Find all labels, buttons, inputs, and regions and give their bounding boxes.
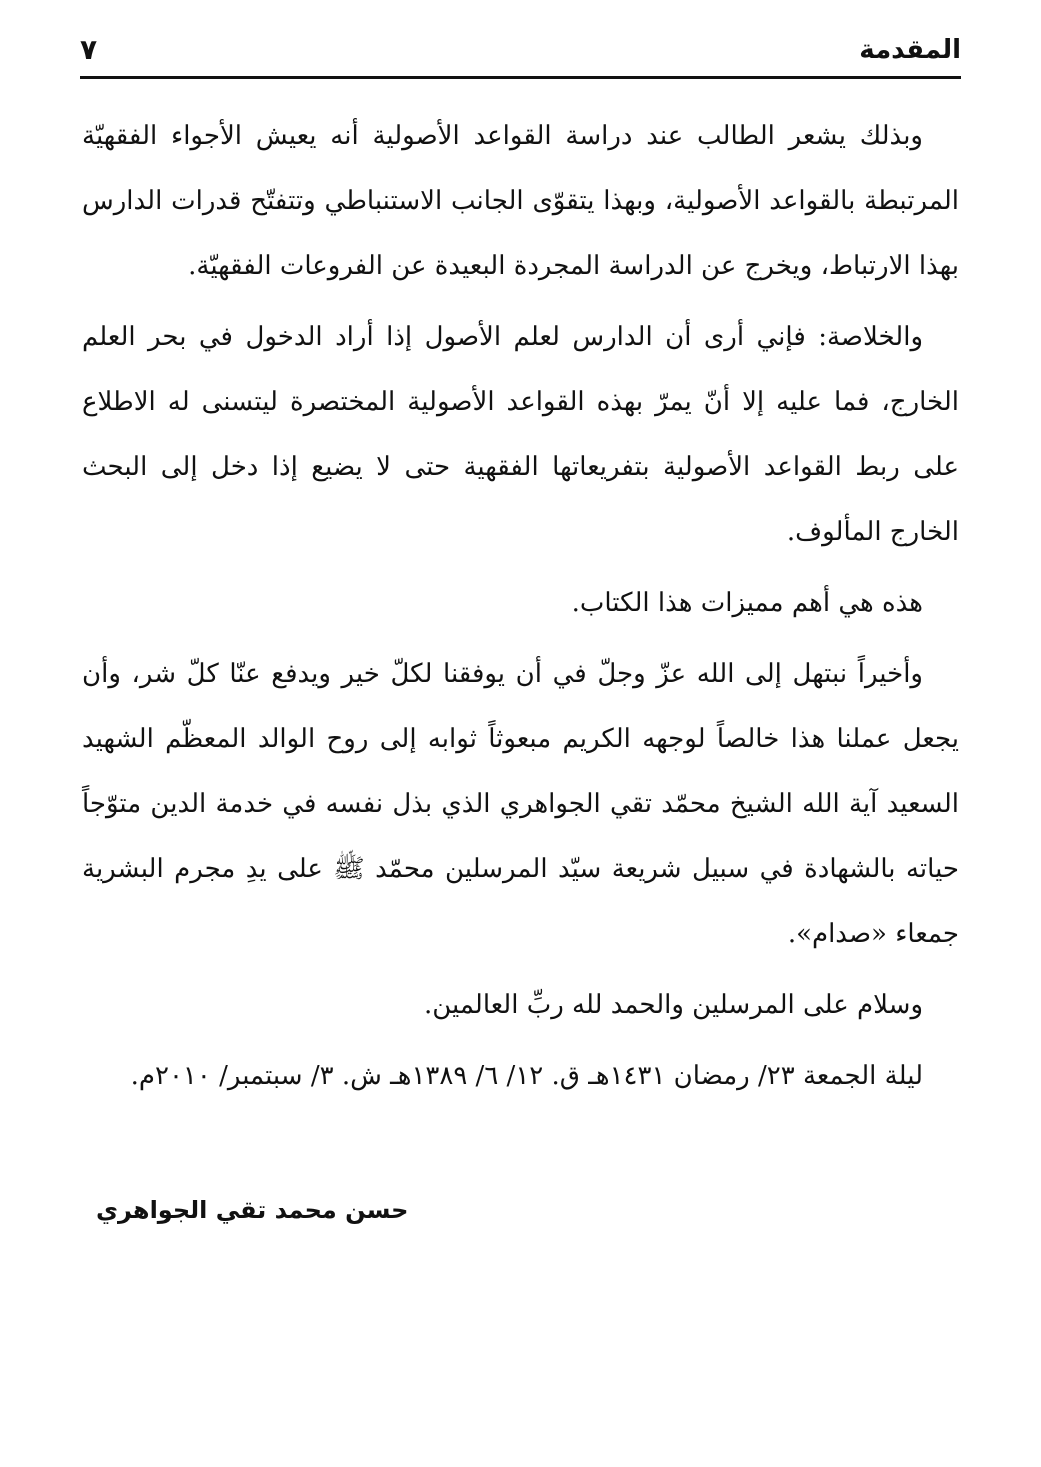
paragraph: وأخيراً نبتهل إلى الله عزّ وجلّ في أن يوفقنا لكلّ خير ويدفع عنّا كلّ شر، وأن يجعل عملنا هذا خالصاً لوجهه الكريم مبعوثاً ثوابه إلى روح الوالد المعظّم الشهيد السعيد آية الله الشيخ محمّد تقي الجواهري الذي بذل نفسه في خدمة الدين متوّجاً حياته بالشهادة في سبيل شريعة سيّد المرسلين محمّد ﷺ على يدِ مجرم البشرية جمعاء «صدام». xyxy=(82,659,959,949)
date-line: ليلة الجمعة ٢٣/ رمضان ١٤٣١هـ ق. ١٢/ ٦/ ١٣٨٩هـ ش. ٣/ سبتمبر/ ٢٠١٠م. xyxy=(130,1061,923,1091)
section-title: المقدمة xyxy=(859,35,961,65)
author-signature: حسن محمد تقي الجواهري xyxy=(96,1196,409,1224)
paragraph: هذه هي أهم مميزات هذا الكتاب. xyxy=(571,588,923,618)
body-text xyxy=(82,104,959,1115)
running-header xyxy=(80,28,961,72)
header-rule xyxy=(80,76,961,79)
paragraph: والخلاصة: فإني أرى أن الدارس لعلم الأصول إذا أراد الدخول في بحر العلم الخارج، فما عليه إلا أنّ يمرّ بهذه القواعد الأصولية المختصرة ليتسنى له الاطلاع على ربط القواعد الأصولية بتفريعاتها الفقهية حتى لا يضيع إذا دخل إلى البحث الخارج المألوف. xyxy=(82,322,959,547)
paragraph: وسلام على المرسلين والحمد لله ربِّ العالمين. xyxy=(423,990,923,1020)
paragraph: وبذلك يشعر الطالب عند دراسة القواعد الأصولية أنه يعيش الأجواء الفقهيّة المرتبطة بالقواعد الأصولية، وبهذا يتقوّى الجانب الاستنباطي وتتفتّح قدرات الدارس بهذا الارتباط، ويخرج عن الدراسة المجردة البعيدة عن الفروعات الفقهيّة. xyxy=(82,121,959,281)
page-number: ٧ xyxy=(80,33,98,66)
